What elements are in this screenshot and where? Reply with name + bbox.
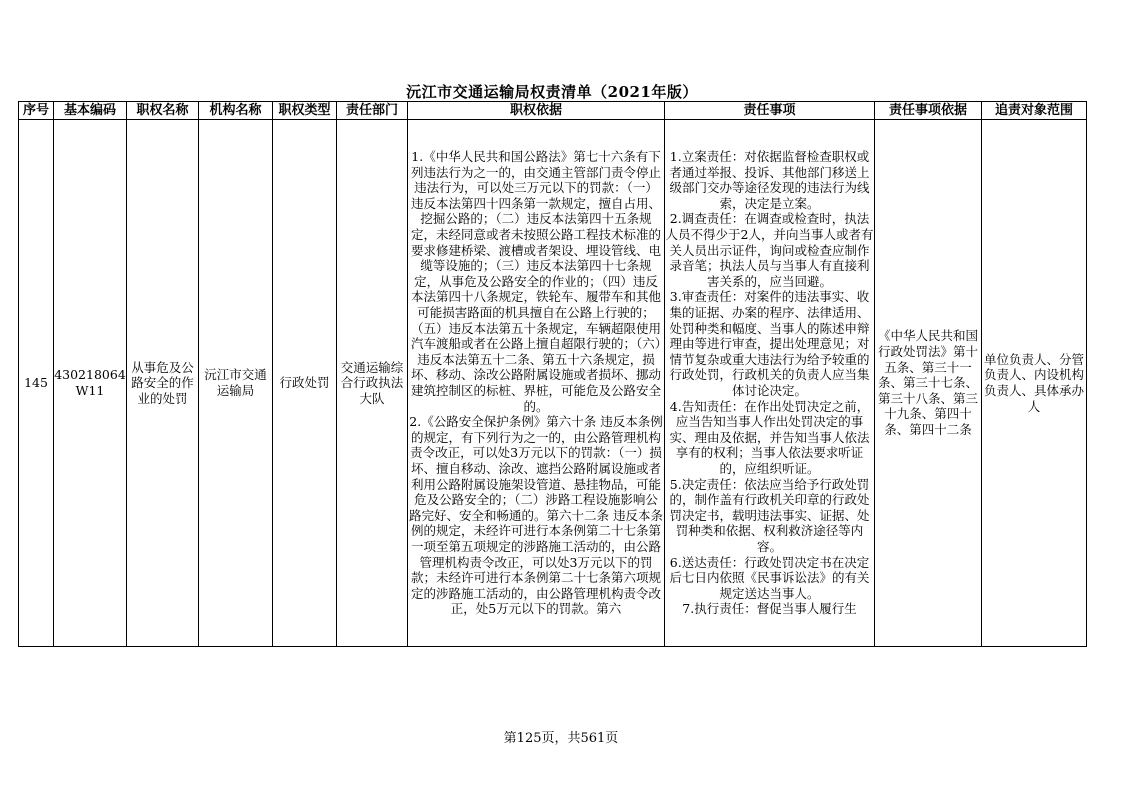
responsibility-table <box>18 101 1087 647</box>
cell-power-name: 从事危及公路安全的作业的处罚 <box>127 120 199 647</box>
cell-power-type: 行政处罚 <box>273 120 337 647</box>
header-dept: 责任部门 <box>337 102 408 120</box>
page-footer: 第125页，共561页 <box>503 731 619 746</box>
header-code: 基本编码 <box>54 102 127 120</box>
cell-code: 430218064W11 <box>54 120 127 647</box>
cell-basis <box>408 120 665 647</box>
header-power-type: 职权类型 <box>273 102 337 120</box>
cell-org: 沅江市交通运输局 <box>199 120 273 647</box>
duty-item: 2.调查责任：在调查或检查时，执法人员不得少于2人，并向当事人或者有关人员出示证件，询问或检查应制作录音笔；执法人员与当事人有直接利害关系的，应当回避。 <box>665 211 874 289</box>
page-title: 沅江市交通运输局权责清单（2021年版） <box>406 83 698 101</box>
cell-duty-basis: 《中华人民共和国行政处罚法》第十五条、第三十一条、第三十七条、第三十八条、第三十九条、第四十条、第四十二条 <box>875 120 982 647</box>
duty-item: 4.告知责任：在作出处罚决定之前，应当告知当事人作出处罚决定的事实、理由及依据，并告知当事人依法享有的权利；当事人依法要求听证的，应组织听证。 <box>669 398 870 476</box>
header-power-name: 职权名称 <box>127 102 199 120</box>
cell-duties <box>665 120 875 647</box>
header-row <box>19 102 1087 120</box>
header-seq: 序号 <box>19 102 54 120</box>
header-org: 机构名称 <box>199 102 273 120</box>
header-duty-basis: 责任事项依据 <box>875 102 982 120</box>
duty-item: 1.立案责任：对依据监督检查职权或者通过举报、投诉、其他部门移送上级部门交办等途径发现的违法行为线索，决定是立案。 <box>669 149 870 211</box>
cell-accountability: 单位负责人、分管负责人、内设机构负责人、具体承办人 <box>982 120 1087 647</box>
header-duties: 责任事项 <box>665 102 875 120</box>
basis-paragraph: 1.《中华人民共和国公路法》第七十六条有下列违法行为之一的，由交通主管部门责令停止违法行为，可以处三万元以下的罚款：（一）违反本法第四十四条第一款规定，擅自占用、挖掘公路的；（二）违反本法第四十五条规定，未经同意或者未按照公路工程技术标准的要求修建桥梁、渡槽或者架设、埋设管线、电缆等设施的；（三）违反本法第四十七条规定，从事危及公路安全的作业的；（四）违反本法第四十八条规定，铁轮车、履带车和其他可能损害路面的机具擅自在公路上行驶的；（五）违反本法第五十条规定，车辆超限使用汽车渡船或者在公路上擅自超限行驶的；（六）违反本法第五十二条、第五十六条规定，损坏、移动、涂改公路附属设施或者损坏、挪动建筑控制区的标桩、界桩，可能危及公路安全的。 <box>410 149 661 414</box>
header-accountability: 追责对象范围 <box>982 102 1087 120</box>
duty-item: 5.决定责任：依法应当给予行政处罚的，制作盖有行政机关印章的行政处罚决定书，载明违法事实、证据、处罚种类和依据、权利救济途径等内容。 <box>669 476 870 554</box>
duty-item: 3.审查责任：对案件的违法事实、收集的证据、办案的程序、法律适用、处罚种类和幅度、当事人的陈述申辩理由等进行审查，提出处理意见；对情节复杂或重大违法行为给予较重的行政处罚，行政机关的负责人应当集体讨论决定。 <box>669 289 870 398</box>
cell-seq: 145 <box>19 120 54 647</box>
table-row <box>19 120 1087 647</box>
header-basis: 职权依据 <box>408 102 665 120</box>
duty-item: 7.执行责任：督促当事人履行生 <box>682 601 857 617</box>
basis-paragraph: 2.《公路安全保护条例》第六十条 违反本条例的规定，有下列行为之一的，由公路管理机构责令改正，可以处3万元以下的罚款：（一）损坏、擅自移动、涂改、遮挡公路附属设施或者利用公路附属设施架设管道、悬挂物品，可能危及公路安全的；（二）涉路工程设施影响公路完好、安全和畅通的。第六十二条 违反本条例的规定，未经许可进行本条例第二十七条第一项至第五项规定的涉路施工活动的，由公路管理机构责令改正，可以处3万元以下的罚款；未经许可进行本条例第二十七条第六项规定的涉路施工活动的，由公路管理机构责令改正，处5万元以下的罚款。第六 <box>409 414 663 617</box>
cell-dept: 交通运输综合行政执法大队 <box>337 120 408 647</box>
duty-item: 6.送达责任：行政处罚决定书在决定后七日内依照《民事诉讼法》的有关规定送达当事人。 <box>669 554 870 601</box>
